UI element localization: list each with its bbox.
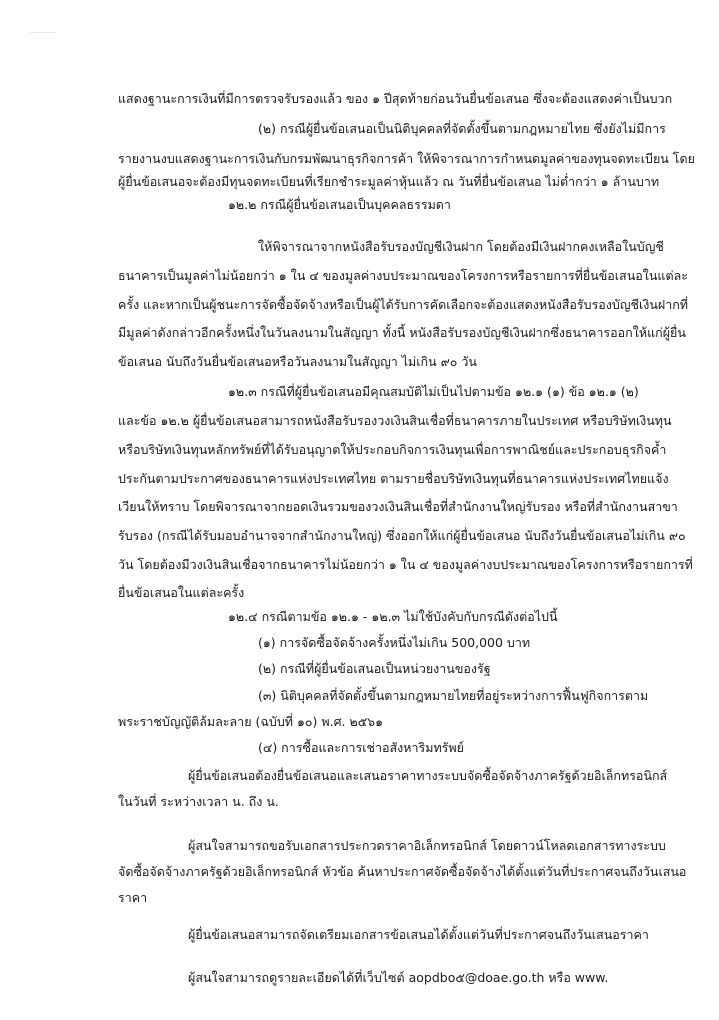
paragraph-line: หรือบริษัทเงินทุนหลักทรัพย์ที่ได้รับอนุญาตให้ประกอบกิจการเงินทุนเพื่อการพาณิชย์และประกอบธุรกิจค้ำ — [118, 442, 667, 457]
paragraph-line: รับรอง (กรณีได้รับมอบอำนาจจากสำนักงานใหญ่) ซึ่งออกให้แก่ผู้ยื่นข้อเสนอ นับถึงวันยื่นข้อเสนอไม่เกิน ๙๐ — [118, 528, 686, 543]
list-item: (๑) การจัดซื้อจัดจ้างครั้งหนึ่งไม่เกิน 500,000 บาท — [258, 635, 531, 650]
scan-artifact — [30, 32, 56, 33]
paragraph-line: มีมูลค่าดังกล่าวอีกครั้งหนึ่งในวันลงนามในสัญญา ทั้งนี้ หนังสือรับรองบัญชีเงินฝากซึ่งธนาคารออกให้แก่ผู้ยื่น — [118, 325, 686, 340]
section-heading: ๑๒.๔ กรณีตามข้อ ๑๒.๑ - ๑๒.๓ ไม่ใช้บังคับกับกรณีดังต่อไปนี้ — [228, 609, 558, 624]
paragraph-line: แสดงฐานะการเงินที่มีการตรวจรับรองแล้ว ของ ๑ ปีสุดท้ายก่อนวันยื่นข้อเสนอ ซึ่งจะต้องแสดงค่าเป็นบวก — [118, 91, 673, 106]
paragraph-line: ยื่นข้อเสนอในแต่ละครั้ง — [118, 585, 245, 600]
list-item: (๓) นิติบุคคลที่จัดตั้งขึ้นตามกฎหมายไทยที่อยู่ระหว่างการฟื้นฟูกิจการตาม — [258, 688, 649, 703]
paragraph-line: ผู้สนใจสามารถขอรับเอกสารประกวดราคาอิเล็กทรอนิกส์ โดยดาวน์โหลดเอกสารทางระบบ — [188, 838, 666, 853]
list-item: (๔) การซื้อและการเช่าอสังหาริมทรัพย์ — [258, 740, 464, 755]
paragraph-line: ผู้ยื่นข้อเสนอสามารถจัดเตรียมเอกสารข้อเสนอได้ตั้งแต่วันที่ประกาศจนถึงวันเสนอราคา — [188, 927, 649, 942]
paragraph-line: เวียนให้ทราบ โดยพิจารณาจากยอดเงินรวมของวงเงินสินเชื่อที่สำนักงานใหญ่รับรอง หรือที่สำนักงานสาขา — [118, 499, 678, 514]
paragraph-line: วัน โดยต้องมีวงเงินสินเชื่อจากธนาคารไม่น้อยกว่า ๑ ใน ๔ ของมูลค่างบประมาณของโครงการหรือรายการที่ — [118, 557, 693, 572]
paragraph-line: ผู้ยื่นข้อเสนอจะต้องมีทุนจดทะเบียนที่เรียกชำระมูลค่าหุ้นแล้ว ณ วันที่ยื่นข้อเสนอ ไม่ต่ำกว่า ๑ ล้านบาท — [118, 174, 660, 189]
paragraph-line: รายงานงบแสดงฐานะการเงินกับกรมพัฒนาธุรกิจการค้า ให้พิจารณาการกำหนดมูลค่าของทุนจดทะเบียน โดย — [118, 151, 695, 166]
paragraph-line: จัดซื้อจัดจ้างภาครัฐด้วยอิเล็กทรอนิกส์ หัวข้อ ค้นหาประกาศจัดซื้อจัดจ้างได้ตั้งแต่วันที่ประกาศจนถึงวันเสนอ — [118, 864, 687, 879]
list-item: (๒) กรณีที่ผู้ยื่นข้อเสนอเป็นหน่วยงานของรัฐ — [258, 661, 491, 676]
paragraph-line: ให้พิจารณาจากหนังสือรับรองบัญชีเงินฝาก โดยต้องมีเงินฝากคงเหลือในบัญชี — [258, 239, 664, 254]
paragraph-line: ประกันตามประกาศของธนาคารแห่งประเทศไทย ตามรายชื่อบริษัทเงินทุนที่ธนาคารแห่งประเทศไทยแจ้ง — [118, 471, 669, 486]
paragraph-line: ผู้ยื่นข้อเสนอต้องยื่นข้อเสนอและเสนอราคาทางระบบจัดซื้อจัดจ้างภาครัฐด้วยอิเล็กทรอนิกส์ — [188, 768, 668, 783]
paragraph-line: (๒) กรณีผู้ยื่นข้อเสนอเป็นนิติบุคคลที่จัดตั้งขึ้นตามกฎหมายไทย ซึ่งยังไม่มีการ — [258, 121, 666, 136]
paragraph-line: ครั้ง และหากเป็นผู้ชนะการจัดซื้อจัดจ้างหรือเป็นผู้ได้รับการคัดเลือกจะต้องแสดงหนังสือรับรองบัญชีเงินฝากที่ — [118, 297, 689, 312]
section-heading: ๑๒.๒ กรณีผู้ยื่นข้อเสนอเป็นบุคคลธรรมดา — [228, 197, 451, 212]
section-heading: ๑๒.๓ กรณีที่ผู้ยื่นข้อเสนอมีคุณสมบัติไม่เป็นไปตามข้อ ๑๒.๑ (๑) ข้อ ๑๒.๑ (๒) — [228, 384, 639, 399]
paragraph-line: และข้อ ๑๒.๒ ผู้ยื่นข้อเสนอสามารถหนังสือรับรองวงเงินสินเชื่อที่ธนาคารภายในประเทศ หรือบริษัทเงินทุน — [118, 413, 672, 428]
paragraph-line: ธนาคารเป็นมูลค่าไม่น้อยกว่า ๑ ใน ๔ ของมูลค่างบประมาณของโครงการหรือรายการที่ยื่นข้อเสนอในแต่ละ — [118, 268, 688, 283]
paragraph-line: ในวันที่ ระหว่างเวลา น. ถึง น. — [118, 794, 279, 809]
paragraph-line: ราคา — [118, 890, 148, 905]
paragraph-line: ข้อเสนอ นับถึงวันยื่นข้อเสนอหรือวันลงนามในสัญญา ไม่เกิน ๙๐ วัน — [118, 354, 477, 369]
list-item-continuation: พระราชบัญญัติล้มละลาย (ฉบับที่ ๑๐) พ.ศ. ๒๕๖๑ — [118, 714, 384, 729]
contact-line: ผู้สนใจสามารถดูรายละเอียดได้ที่เว็บไซต์ aopdbo๕@doae.go.th หรือ www. — [188, 970, 609, 985]
